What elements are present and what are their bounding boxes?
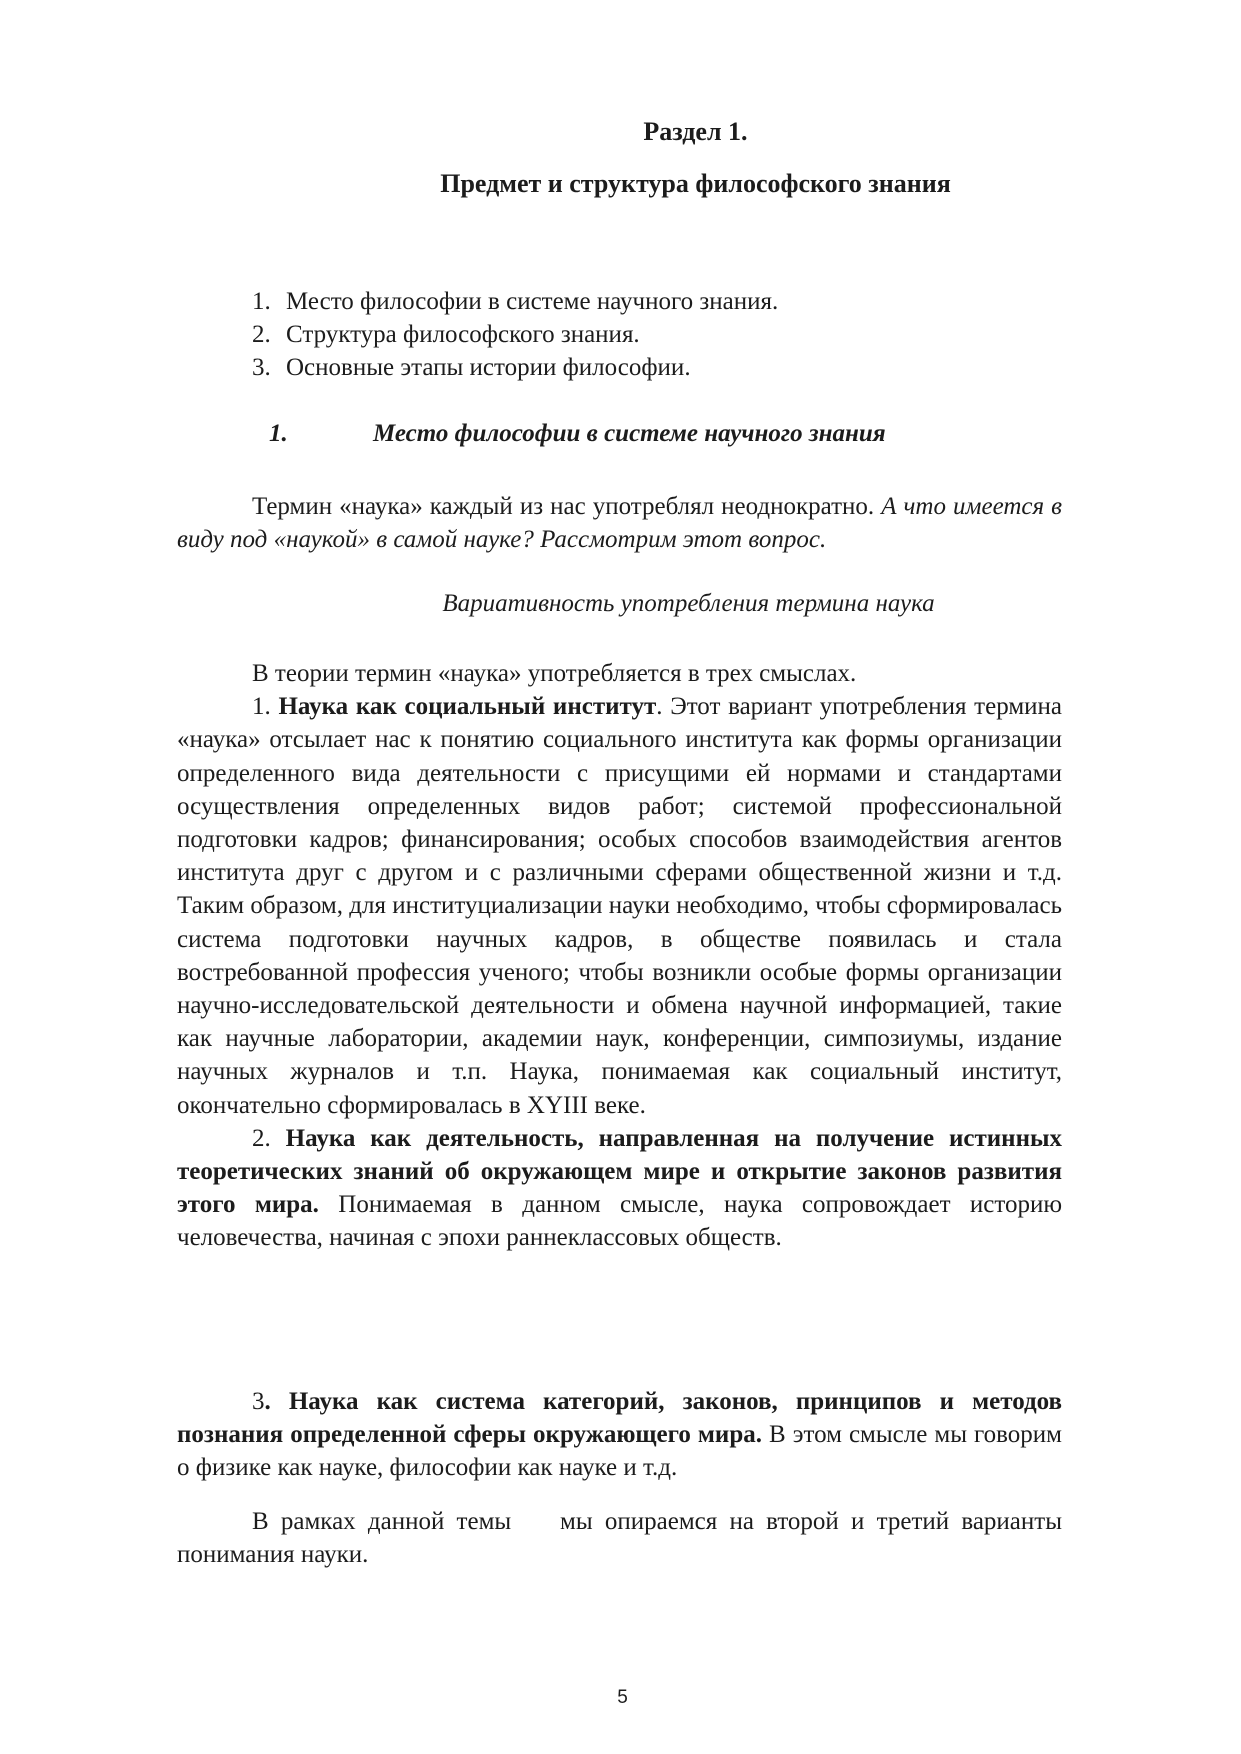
intro-italic-text: А что имеется в виду под «наукой» в самой науке? Рассмотрим этот вопрос.	[177, 493, 1062, 554]
main-text	[177, 657, 1062, 1255]
meaning-1-text: . Этот вариант употребления термина «наука» отсылает нас к понятию социального института как формы организации определенного вида деятельности с присущими ей нормами и стандартами осуществления определенных видов работ; системой профессиональной подготовки кадров; финансирования; особых способов взаимодействия агентов института друг с другом и с различными сферами общественной жизни и т.д. Таким образом, для институциализации науки необходимо, чтобы сформировалась система подготовки научных кадров, в обществе появилась и стала востребованной профессия ученого; чтобы возникли особые формы организации научно-исследовательской деятельности и обмена научной информацией, такие как научные лаборатории, академии наук, конференции, симпозиумы, издание научных журналов и т.п. Наука, понимаемая как социальный институт, окончательно сформировалась в XYIII веке.	[177, 693, 1063, 1119]
chapter-heading-number: 1.	[269, 420, 288, 447]
toc-item-text: Место философии в системе научного знания.	[286, 288, 779, 315]
meaning-1-number: 1.	[252, 693, 279, 721]
subheading: Вариативность употребления термина наука	[442, 590, 935, 617]
toc-item	[252, 285, 778, 318]
chapter-heading-text: Место философии в системе научного знания	[373, 420, 886, 447]
toc-item-number: 2.	[252, 321, 271, 348]
meaning-2-number: 2.	[252, 1124, 286, 1152]
meaning-1-paragraph	[177, 690, 1062, 1122]
meaning-2-paragraph	[177, 1122, 1062, 1255]
toc-item-number: 1.	[252, 288, 271, 315]
section-subtitle: Предмет и структура философского знания	[440, 169, 951, 198]
toc-item	[252, 318, 778, 351]
toc-item-text: Структура философского знания.	[286, 321, 640, 348]
conclusion-paragraph: В рамках данной темы мы опираемся на второй и третий варианты понимания науки.	[177, 1508, 1069, 1569]
section-title: Раздел 1.	[643, 117, 748, 146]
meaning-3-number: 3	[252, 1388, 265, 1415]
theory-lead: В теории термин «наука» употребляется в трех смыслах.	[252, 660, 857, 687]
toc-item-text: Основные этапы истории философии.	[286, 354, 691, 381]
meaning-3-block	[177, 1385, 1062, 1485]
meaning-2-text: Понимаемая в данном смысле, наука сопровождает историю человечества, начиная с эпохи раннеклассовых обществ.	[177, 1191, 1062, 1252]
meaning-3-bold: . Наука как система категорий, законов, принципов и методов познания определенной сферы окружающего мира.	[177, 1388, 1062, 1449]
conclusion-block	[177, 1505, 1069, 1571]
intro-paragraph	[177, 490, 1062, 556]
meaning-3-paragraph	[177, 1385, 1062, 1485]
table-of-contents	[252, 285, 778, 384]
intro-text: Термин «наука» каждый из нас употреблял неоднократно.	[252, 493, 882, 520]
meaning-3-text: В этом смысле мы говорим о физике как науке, философии как науке и т.д.	[177, 1421, 1062, 1482]
toc-item	[252, 351, 778, 384]
meaning-2-bold: Наука как деятельность, направленная на получение истинных теоретических знаний об окружающем мире и открытие законов развития этого мира.	[177, 1124, 1062, 1219]
page-number: 5	[617, 1687, 628, 1708]
meaning-1-bold: Наука как социальный институт	[278, 693, 657, 721]
toc-item-number: 3.	[252, 354, 271, 381]
